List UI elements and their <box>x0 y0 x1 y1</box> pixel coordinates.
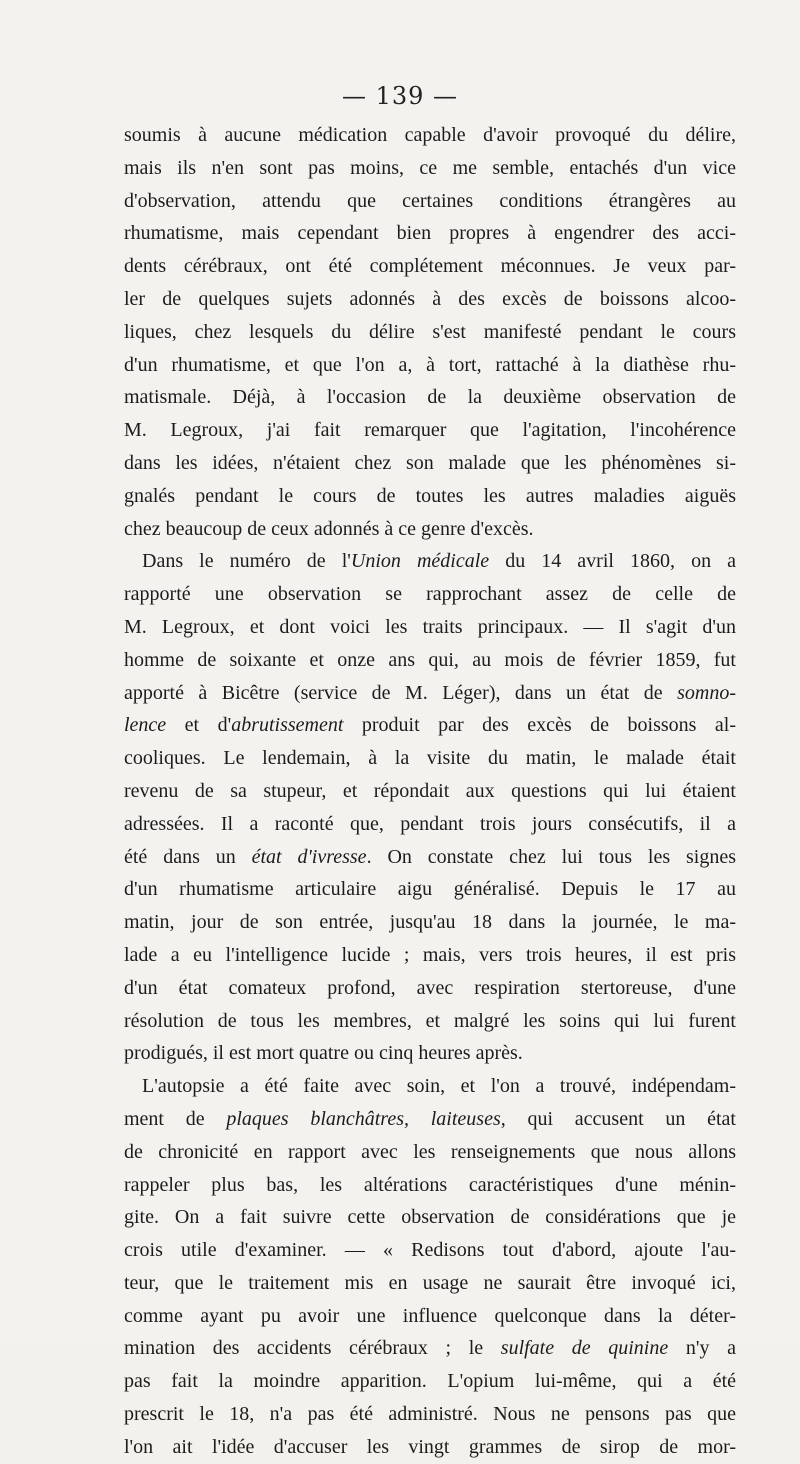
emphasis: lence <box>124 714 167 737</box>
emphasis: somno- <box>677 681 736 704</box>
emphasis: abrutissement <box>231 714 344 737</box>
text-line: rhumatisme, mais cependant bien propres à engendrer des acci- <box>124 222 736 245</box>
text-line: chez beaucoup de ceux adonnés à ce genre d'excès. <box>124 517 534 540</box>
text-line: résolution de tous les membres, et malgré les soins qui lui furent <box>124 1009 736 1032</box>
text-line: d'un état comateux profond, avec respiration stertoreuse, d'une <box>124 976 736 999</box>
text-line: revenu de sa stupeur, et répondait aux questions qui lui étaient <box>124 779 736 802</box>
emphasis: plaques blanchâtres, laiteuses <box>226 1107 501 1130</box>
text-line <box>124 841 736 874</box>
text-line: soumis à aucune médication capable d'avoir provoqué du délire, <box>124 124 736 146</box>
text-line: ler de quelques sujets adonnés à des excès de boissons alcoo- <box>124 287 736 310</box>
page-number: — 139 — <box>341 82 459 110</box>
text-line: rappeler plus bas, les altérations caractéristiques d'une ménin- <box>124 1173 736 1196</box>
text-line: matin, jour de son entrée, jusqu'au 18 dans la journée, le ma- <box>124 911 736 934</box>
text-line: d'un rhumatisme articulaire aigu généralisé. Depuis le 17 au <box>124 878 736 901</box>
body-text <box>124 119 736 1464</box>
text-line: dans les idées, n'étaient chez son malade que les phénomènes si- <box>124 451 736 474</box>
text-line: teur, que le traitement mis en usage ne saurait être invoqué ici, <box>124 1271 736 1294</box>
text-line: cooliques. Le lendemain, à la visite du matin, le malade était <box>124 747 736 770</box>
text-line: d'un rhumatisme, et que l'on a, à tort, rattaché à la diathèse rhu- <box>124 353 736 376</box>
text-run: . On constate chez lui tous les signes <box>366 845 736 868</box>
text-line: matismale. Déjà, à l'occasion de la deuxième observation de <box>124 386 736 409</box>
text-line: pas fait la moindre apparition. L'opium lui-même, qui a été <box>124 1370 736 1393</box>
text-line: L'autopsie a été faite avec soin, et l'on a trouvé, indépendam- <box>142 1075 736 1098</box>
text-line: gite. On a fait suivre cette observation de considérations que je <box>124 1206 736 1229</box>
text-line: gnalés pendant le cours de toutes les autres maladies aiguës <box>124 484 736 507</box>
text-line: M. Legroux, et dont voici les traits principaux. — Il s'agit d'un <box>124 615 736 638</box>
text-run: et d' <box>166 714 232 737</box>
text-line: dents cérébraux, ont été complétement méconnues. Je veux par- <box>124 255 736 278</box>
text-line <box>124 545 736 578</box>
text-line: homme de soixante et onze ans qui, au mois de février 1859, fut <box>124 648 736 671</box>
text-run: n'y a <box>668 1337 736 1360</box>
text-line: prescrit le 18, n'a pas été administré. Nous ne pensons pas que <box>124 1403 736 1426</box>
text-run: été dans un <box>124 845 252 868</box>
text-run: , qui accusent un état <box>500 1107 736 1130</box>
text-line: l'on ait l'idée d'accuser les vingt grammes de sirop de mor- <box>124 1435 736 1458</box>
text-line <box>124 1332 736 1365</box>
text-line: lade a eu l'intelligence lucide ; mais, vers trois heures, il est pris <box>124 943 736 966</box>
text-line: M. Legroux, j'ai fait remarquer que l'agitation, l'incohérence <box>124 419 736 442</box>
text-line <box>124 709 736 742</box>
text-run: produit par des excès de boissons al- <box>343 714 736 737</box>
text-line: d'observation, attendu que certaines conditions étrangères au <box>124 189 736 212</box>
text-line: rapporté une observation se rapprochant assez de celle de <box>124 583 736 606</box>
text-line: mais ils n'en sont pas moins, ce me semble, entachés d'un vice <box>124 156 736 179</box>
emphasis: état d'ivresse <box>251 845 367 868</box>
text-run: du 14 avril 1860, on a <box>489 550 737 573</box>
text-line: de chronicité en rapport avec les renseignements que nous allons <box>124 1140 736 1163</box>
emphasis: sulfate de quinine <box>500 1337 669 1360</box>
text-line: crois utile d'examiner. — « Redisons tout d'abord, ajoute l'au- <box>124 1239 736 1262</box>
text-run: mination des accidents cérébraux ; le <box>124 1337 501 1360</box>
text-line: prodigués, il est mort quatre ou cinq heures après. <box>124 1042 523 1065</box>
text-line: comme ayant pu avoir une influence quelconque dans la déter- <box>124 1304 736 1327</box>
text-run: apporté à Bicêtre (service de M. Léger), dans un état de <box>124 681 678 704</box>
text-line: adressées. Il a raconté que, pendant trois jours consécutifs, il a <box>124 812 736 835</box>
text-line: liques, chez lesquels du délire s'est manifesté pendant le cours <box>124 320 736 343</box>
text-run: ment de <box>124 1107 227 1130</box>
text-run: Dans le numéro de l' <box>142 550 351 573</box>
journal-title: Union médicale <box>350 550 490 573</box>
text-line <box>124 677 736 710</box>
text-line <box>124 1103 736 1136</box>
